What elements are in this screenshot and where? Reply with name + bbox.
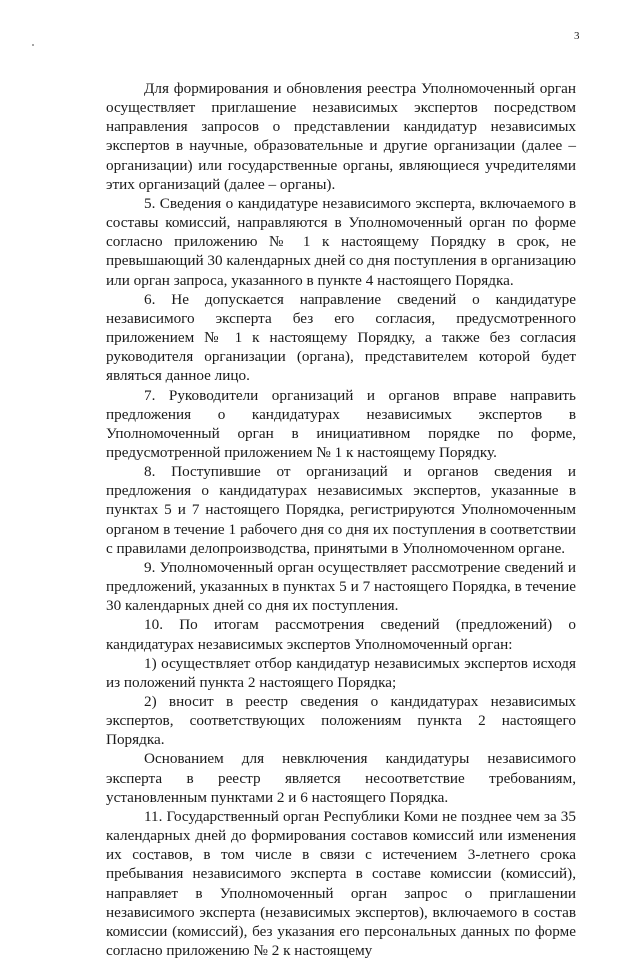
paragraph-item-7: 7. Руководители организаций и органов вправе направить предложения о кандидатурах независимых экспертов в Уполномоченный орган в инициативном порядке по форме, предусмотренной приложением № 1 к настоящему Порядку. [106,386,576,461]
paragraph-registry-formation: Для формирования и обновления реестра Уполномоченный орган осуществляет приглашение независимых экспертов посредством направления запросов о представлении кандидатур независимых экспертов в научные, образовательные и другие организации (далее – организации) или государственные органы, являющиеся учредителями этих организаций (далее – органы). [106,80,576,193]
paragraph-item-11: 11. Государственный орган Республики Коми не позднее чем за 35 календарных дней до формирования составов комиссий или изменения их составов, в том числе в связи с истечением 3-летнего срока пребывания независимого эксперта в составе комиссии (комиссий), направляет в Уполномоченный орган запрос о приглашении независимого эксперта (независимых экспертов), включаемого в состав комиссии (комиссий), без указания его персональных данных по форме согласно приложению № 2 к настоящему [106,807,576,960]
paragraph-item-8: 8. Поступившие от организаций и органов сведения и предложения о кандидатурах независимых экспертов, указанные в пунктах 5 и 7 настоящего Порядка, регистрируются Уполномоченным органом в течение 1 рабочего дня со дня их поступления в соответствии с правилами делопроизводства, принятыми в Уполномоченном органе. [106,463,576,557]
paragraph-item-10: 10. По итогам рассмотрения сведений (предложений) о кандидатурах независимых экспертов Уполномоченный орган: [106,616,576,653]
scan-speck [32,44,34,46]
paragraph-item-10-sub-2: 2) вносит в реестр сведения о кандидатурах независимых экспертов, соответствующих положениям пункта 2 настоящего Порядка. [106,693,576,749]
paragraph-item-9: 9. Уполномоченный орган осуществляет рассмотрение сведений и предложений, указанных в пунктах 5 и 7 настоящего Порядка, в течение 30 календарных дней со дня их поступления. [106,558,576,615]
paragraph-exclusion-grounds: Основанием для невключения кандидатуры независимого эксперта в реестр является несоответствие требованиям, установленным пунктами 2 и 6 настоящего Порядка. [106,750,576,806]
paragraph-item-5: 5. Сведения о кандидатуре независимого эксперта, включаемого в составы комиссий, направляются в Уполномоченный орган по форме согласно приложению № 1 к настоящему Порядку в срок, не превышающий 30 календарных дней со дня поступления в организацию или орган запроса, указанного в пункте 4 настоящего Порядка. [106,194,576,289]
paragraph-item-10-sub-1: 1) осуществляет отбор кандидатур независимых экспертов исходя из положений пункта 2 настоящего Порядка; [106,654,576,691]
document-body [106,79,576,960]
paragraph-item-6: 6. Не допускается направление сведений о кандидатуре независимого эксперта без его согласия, предусмотренного приложением № 1 к настоящему Порядку, а также без согласия руководителя организации (органа), представителем которой будет являться данное лицо. [106,290,576,385]
page-number: 3 [574,30,580,42]
